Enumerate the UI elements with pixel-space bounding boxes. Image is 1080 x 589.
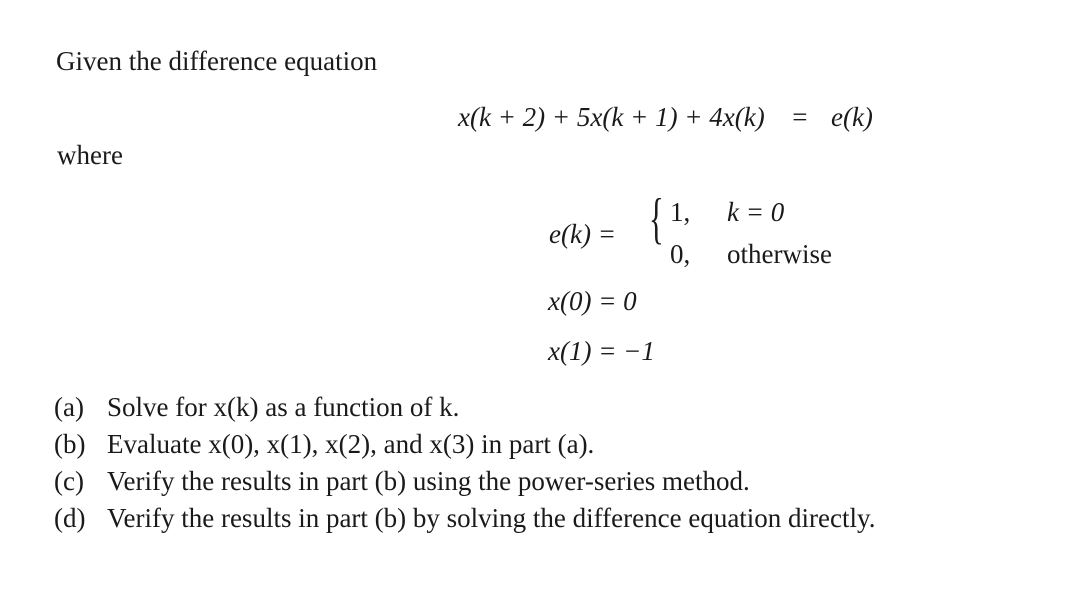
input-lhs-text: e(k) = bbox=[549, 219, 616, 249]
initial-condition-x1 bbox=[548, 336, 655, 367]
equation-rhs: e(k) bbox=[830, 102, 873, 132]
task-item-a bbox=[54, 392, 459, 423]
left-brace-icon: { bbox=[649, 188, 664, 250]
initial-condition-x0 bbox=[548, 286, 637, 317]
difference-equation bbox=[458, 102, 873, 133]
input-definition-lhs bbox=[549, 219, 616, 250]
case-1-condition bbox=[727, 197, 784, 228]
task-item-b bbox=[54, 429, 594, 460]
task-label: (b) bbox=[54, 429, 86, 459]
task-text: Verify the results in part (b) using the power-series method. bbox=[107, 466, 750, 496]
initial-condition-x1-text: x(1) = −1 bbox=[548, 336, 655, 366]
task-label: (d) bbox=[54, 503, 86, 533]
task-item-d bbox=[54, 503, 876, 534]
intro-text: Given the difference equation bbox=[56, 46, 378, 76]
task-text: Solve for x(k) as a function of k. bbox=[107, 392, 460, 422]
initial-condition-x0-text: x(0) = 0 bbox=[548, 286, 637, 316]
equation-equals: = bbox=[792, 102, 808, 132]
task-text: Verify the results in part (b) by solving the difference equation directly. bbox=[107, 503, 876, 533]
where-text: where bbox=[57, 140, 123, 170]
task-label: (c) bbox=[54, 466, 84, 496]
task-item-c bbox=[54, 466, 750, 497]
case-2-condition: otherwise bbox=[727, 239, 832, 269]
task-label: (a) bbox=[54, 392, 84, 422]
task-text: Evaluate x(0), x(1), x(2), and x(3) in part (a). bbox=[107, 429, 595, 459]
case-1-value: 1, bbox=[670, 197, 691, 227]
case-1-condition-text: k = 0 bbox=[727, 197, 785, 227]
case-2-value: 0, bbox=[670, 239, 691, 269]
equation-lhs: x(k + 2) + 5x(k + 1) + 4x(k) bbox=[458, 102, 765, 132]
